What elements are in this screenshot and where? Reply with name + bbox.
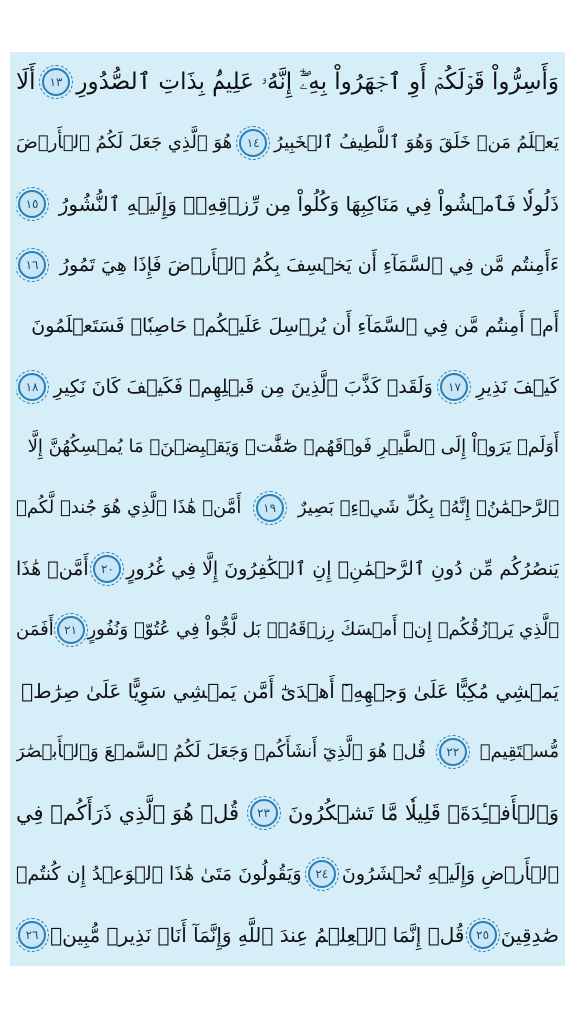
ayah-number-marker: ٢٥ <box>469 921 497 949</box>
text-line <box>16 58 559 106</box>
verse-text: وَيَقُولُونَ مَتَىٰ هَٰذَا ٱلۡوَعۡدُ إِن كُنتُمۡ <box>16 862 302 885</box>
verse-text: قُلۡ هُوَ ٱلَّذِيٓ أَنشَأَكُمۡ وَجَعَلَ لَكُمُ ٱلسَّمۡعَ وَٱلۡأَبۡصَٰرَ <box>16 740 426 762</box>
ayah-number-marker: ١٩ <box>256 494 284 522</box>
ayah-number-marker: ١٣ <box>42 68 70 96</box>
verse-text: قُلۡ إِنَّمَا ٱلۡعِلۡمُ عِندَ ٱللَّهِ وَإِنَّمَآ أَنَا۠ نَذِيرٞ مُّبِينٞ <box>50 922 465 947</box>
text-line <box>16 484 559 532</box>
text-line <box>16 728 559 776</box>
ayah-number-marker: ٢٢ <box>439 738 467 766</box>
ayah-number-marker: ١٦ <box>18 251 46 279</box>
verse-text: أَفَمَن <box>16 619 54 641</box>
text-line <box>16 119 559 167</box>
verse-text: أَمَّنۡ هَٰذَا <box>16 558 89 581</box>
verse-text: وَٱلۡأَفۡـِٔدَةَۚ قَلِيلٗا مَّا تَشۡكُرُونَ <box>287 800 559 825</box>
verse-text: ٱلرَّحۡمَٰنُۚ إِنَّهُۥ بِكُلِّ شَيۡءِۭ بَصِيرٌ <box>297 497 559 519</box>
verse-text: يَنصُرُكُم مِّن دُونِ ٱلرَّحۡمَٰنِۚ إِنِ ٱلۡكَٰفِرُونَ إِلَّا فِي غُرُورٍ <box>126 558 559 581</box>
ayah-number-marker: ١٨ <box>18 373 46 401</box>
ayah-number-marker: ٢٤ <box>308 860 336 888</box>
verse-text: كَيۡفَ نَذِيرِ <box>476 375 559 398</box>
ayah-number-marker: ١٤ <box>239 129 267 157</box>
verse-text: أَمَّنۡ هَٰذَا ٱلَّذِي هُوَ جُندٞ لَّكُمۡ <box>16 497 242 519</box>
verse-text: أَمۡ أَمِنتُم مَّن فِي ٱلسَّمَآءِ أَن يُرۡسِلَ عَلَيۡكُمۡ حَاصِبٗاۖ فَسَتَعۡلَمُونَ <box>31 314 559 337</box>
verse-text: وَأَسِرُّواْ قَوۡلَكُمۡ أَوِ ٱجۡهَرُواْ بِهِۦٓۖ إِنَّهُۥ عَلِيمُۢ بِذَاتِ ٱلصُّدُورِ <box>76 69 559 95</box>
text-line <box>16 789 559 837</box>
bottom-margin <box>0 966 575 1024</box>
verse-text: أَوَلَمۡ يَرَوۡاْ إِلَى ٱلطَّيۡرِ فَوۡقَهُمۡ صَٰٓفَّٰتٖ وَيَقۡبِضۡنَۚ مَا يُمۡسِكُهُنَّ إِلَّا <box>27 436 559 458</box>
text-line <box>16 363 559 411</box>
verse-text: وَلَقَدۡ كَذَّبَ ٱلَّذِينَ مِن قَبۡلِهِمۡ فَكَيۡفَ كَانَ نَكِيرِ <box>53 375 433 398</box>
verse-text: مُّسۡتَقِيمٖ <box>479 740 559 762</box>
verse-text: صَٰدِقِينَ <box>500 922 559 947</box>
text-line <box>16 545 559 593</box>
verse-text: أَلَا <box>16 69 36 95</box>
verse-text: ٱلۡأَرۡضِ وَإِلَيۡهِ تُحۡشَرُونَ <box>341 862 559 885</box>
verse-text: يَمۡشِي مُكِبًّا عَلَىٰ وَجۡهِهِۦٓ أَهۡدَىٰٓ أَمَّن يَمۡشِي سَوِيًّا عَلَىٰ صِرَٰطٖ <box>21 679 559 703</box>
text-line <box>16 241 559 289</box>
ayah-number-marker: ٢٠ <box>93 555 121 583</box>
verse-text: هُوَ ٱلَّذِي جَعَلَ لَكُمُ ٱلۡأَرۡضَ <box>16 131 233 153</box>
text-line <box>16 911 559 959</box>
verse-text: ٱلَّذِي يَرۡزُقُكُمۡ إِنۡ أَمۡسَكَ رِزۡقَهُۥۚ بَل لَّجُّواْ فِي عُتُوّٖ وَنُفُورٍ <box>87 619 559 641</box>
text-line <box>16 667 559 715</box>
text-line <box>16 606 559 654</box>
text-line <box>16 180 559 228</box>
ayah-number-marker: ٢١ <box>57 616 85 644</box>
verse-text: ذَلُولٗا فَٱمۡشُواْ فِي مَنَاكِبِهَا وَكُلُواْ مِن رِّزۡقِهِۦۖ وَإِلَيۡهِ ٱلنُّشُورُ <box>58 191 559 216</box>
text-line <box>16 302 559 350</box>
ayah-number-marker: ١٥ <box>18 190 46 218</box>
text-line <box>16 423 559 471</box>
verse-text: يَعۡلَمُ مَنۡ خَلَقَ وَهُوَ ٱللَّطِيفُ ٱلۡخَبِيرُ <box>274 131 559 153</box>
verse-text: ءَأَمِنتُم مَّن فِي ٱلسَّمَآءِ أَن يَخۡسِفَ بِكُمُ ٱلۡأَرۡضَ فَإِذَا هِيَ تَمُورُ <box>59 253 559 276</box>
top-margin <box>0 0 575 52</box>
ayah-number-marker: ١٧ <box>440 373 468 401</box>
text-line <box>16 850 559 898</box>
mushaf-page <box>10 52 565 966</box>
ayah-number-marker: ٢٣ <box>250 799 278 827</box>
verse-text: قُلۡ هُوَ ٱلَّذِي ذَرَأَكُمۡ فِي <box>16 800 240 825</box>
ayah-number-marker: ٢٦ <box>18 921 46 949</box>
